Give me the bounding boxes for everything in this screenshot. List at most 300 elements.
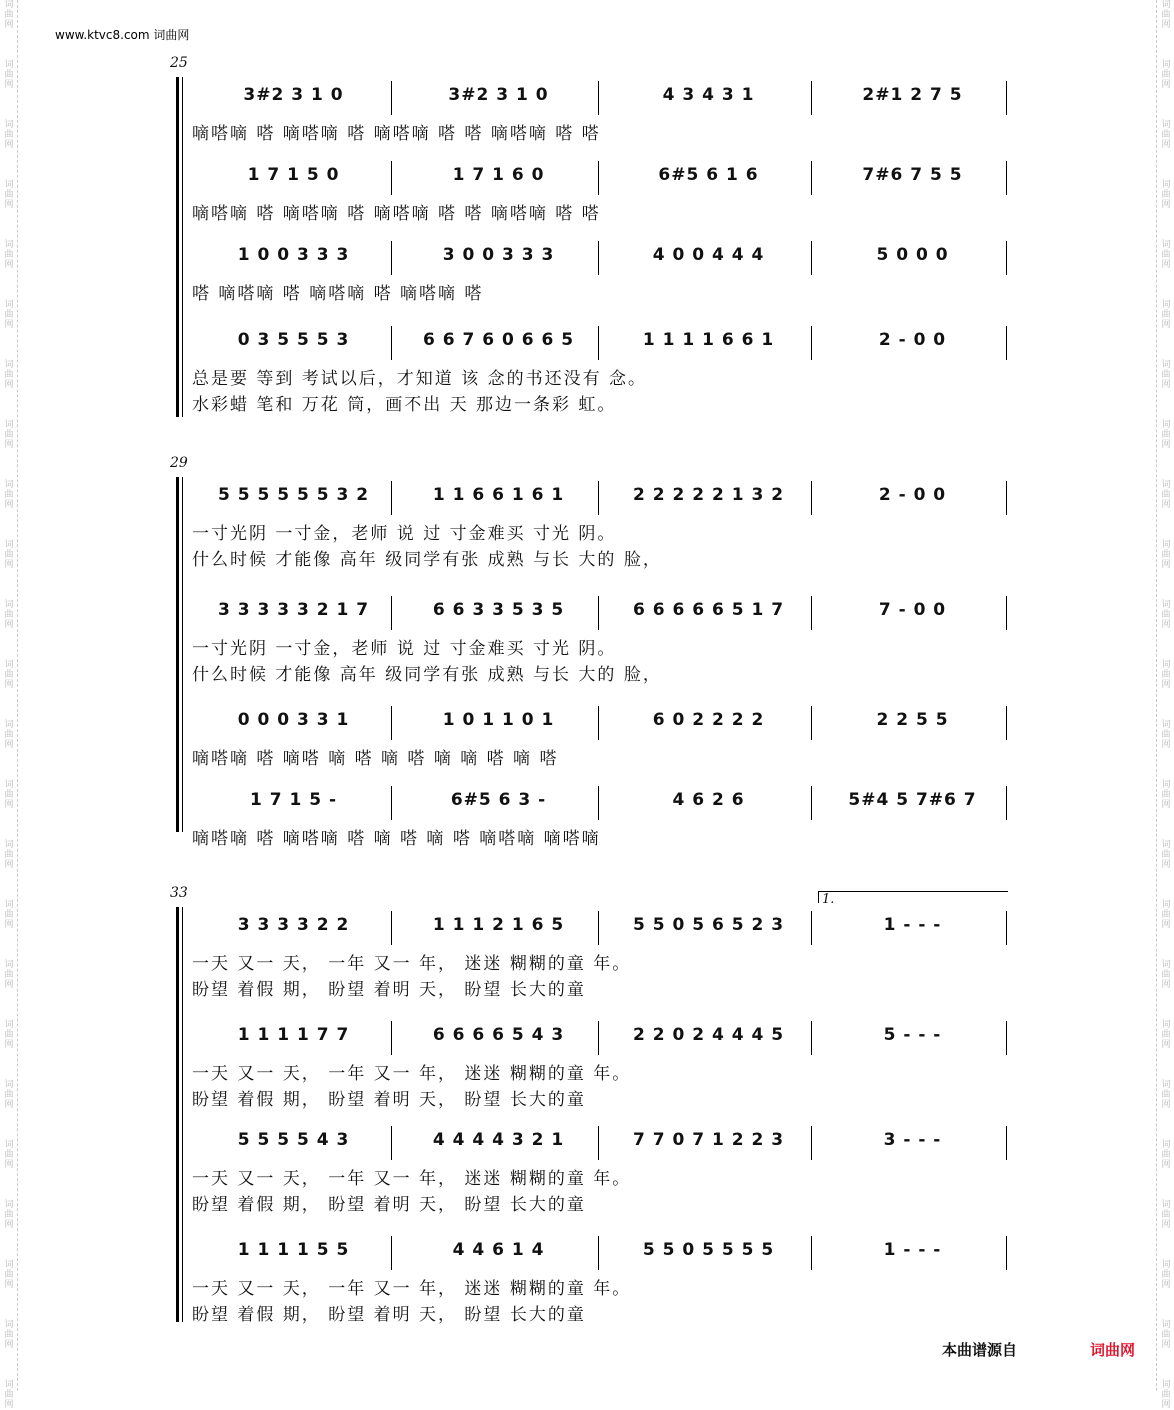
watermark-text: [3, 660, 15, 690]
watermark-char: 曲: [1161, 1210, 1171, 1220]
measure: [815, 592, 1010, 632]
watermark-char: 词: [1161, 300, 1171, 310]
measure-notes: 7 7 0 7 1 2 2 3: [632, 1130, 785, 1150]
watermark-text: [1160, 1140, 1172, 1170]
watermark-text: [3, 960, 15, 990]
barline: [391, 786, 392, 820]
measure: [395, 237, 602, 277]
measure: [815, 77, 1010, 117]
watermark-text: [3, 900, 15, 930]
barline: [811, 241, 812, 275]
watermark-char: 网: [1161, 1340, 1171, 1350]
watermark-char: 曲: [1161, 310, 1171, 320]
measure-notes: 6 6 6 6 5 4 3: [432, 1025, 565, 1045]
measure-notes: 1 1 6 6 1 6 1: [432, 485, 565, 505]
lyric-line: 一天 又一 天， 一年 又一 年， 迷迷 糊糊的童 年。: [192, 1064, 632, 1084]
staff: [170, 782, 1010, 822]
watermark-char: 曲: [1161, 730, 1171, 740]
watermark-char: 曲: [1161, 490, 1171, 500]
measure: [602, 237, 815, 277]
watermark-char: 网: [1161, 20, 1171, 30]
watermark-char: 网: [1161, 800, 1171, 810]
watermark-text: [3, 480, 15, 510]
watermark-text: [3, 1320, 15, 1350]
watermark-text: [3, 1020, 15, 1050]
barline: [1006, 81, 1007, 115]
watermark-text: [3, 180, 15, 210]
watermark-text: [1160, 180, 1172, 210]
measure-notes: 3 0 0 3 3 3: [442, 245, 555, 265]
watermark-char: 网: [1161, 1220, 1171, 1230]
watermark-char: 网: [1161, 980, 1171, 990]
watermark-char: 词: [1161, 960, 1171, 970]
watermark-char: 词: [4, 480, 14, 490]
watermark-text: [1160, 1260, 1172, 1290]
lyric-line: 嘀嗒嘀 嗒 嘀嗒嘀 嗒 嘀嗒嘀 嗒 嗒 嘀嗒嘀 嗒 嗒: [192, 204, 601, 224]
measure-notes: 2 - 0 0: [878, 485, 947, 505]
measure-notes: 1 1 1 1 6 6 1: [642, 330, 775, 350]
watermark-char: 曲: [1161, 1390, 1171, 1400]
measure-notes: 2 - 0 0: [878, 330, 947, 350]
staff: [170, 907, 1010, 947]
watermark-char: 网: [4, 800, 14, 810]
watermark-char: 网: [1161, 1160, 1171, 1170]
watermark-text: [1160, 0, 1172, 30]
watermark-char: 词: [1161, 1320, 1171, 1330]
barline: [391, 1236, 392, 1270]
measure: [395, 592, 602, 632]
barline: [811, 161, 812, 195]
measure-notes: 6 6 6 6 6 5 1 7: [632, 600, 785, 620]
measure-notes: 2 2 5 5: [876, 710, 949, 730]
measure-notes: 6 6 3 3 5 3 5: [432, 600, 565, 620]
watermark-char: 词: [4, 600, 14, 610]
measure: [395, 782, 602, 822]
watermark-char: 曲: [1161, 370, 1171, 380]
watermark-char: 曲: [1161, 190, 1171, 200]
watermark-char: 曲: [4, 910, 14, 920]
barline: [1006, 481, 1007, 515]
measure: [395, 702, 602, 742]
watermark-char: 曲: [1161, 70, 1171, 80]
watermark-char: 词: [1161, 180, 1171, 190]
watermark-text: [1160, 360, 1172, 390]
watermark-char: 词: [1161, 1140, 1171, 1150]
measure-notes: 2 2 2 2 2 1 3 2: [632, 485, 785, 505]
measure-notes: 1 1 1 1 5 5: [237, 1240, 350, 1260]
watermark-char: 词: [1161, 1260, 1171, 1270]
watermark-char: 曲: [1161, 430, 1171, 440]
barline: [391, 241, 392, 275]
measure: [815, 237, 1010, 277]
watermark-char: 网: [4, 740, 14, 750]
watermark-text: [1160, 120, 1172, 150]
measure: [602, 592, 815, 632]
watermark-char: 曲: [4, 1210, 14, 1220]
barline: [598, 1021, 599, 1055]
watermark-char: 网: [4, 560, 14, 570]
watermark-char: 曲: [4, 190, 14, 200]
measure-notes: 7 - 0 0: [878, 600, 947, 620]
watermark-text: [1160, 300, 1172, 330]
watermark-char: 网: [1161, 140, 1171, 150]
measure-notes: 3 - - -: [883, 1130, 942, 1150]
barline: [598, 81, 599, 115]
watermark-char: 曲: [4, 490, 14, 500]
lyric-line: 盼望 着假 期， 盼望 着明 天， 盼望 长大的童: [192, 980, 586, 1000]
barline: [811, 481, 812, 515]
barline: [598, 161, 599, 195]
staff: [170, 592, 1010, 632]
watermark-char: 词: [1161, 240, 1171, 250]
staff: [170, 157, 1010, 197]
lyric-line: 一天 又一 天， 一年 又一 年， 迷迷 糊糊的童 年。: [192, 1169, 632, 1189]
watermark-char: 词: [4, 1200, 14, 1210]
measure-notes: 3 3 3 3 2 2: [237, 915, 350, 935]
watermark-text: [1160, 1080, 1172, 1110]
watermark-char: 曲: [1161, 910, 1171, 920]
watermark-char: 词: [4, 300, 14, 310]
watermark-char: 网: [1161, 380, 1171, 390]
watermark-char: 网: [4, 80, 14, 90]
watermark-char: 网: [4, 500, 14, 510]
lyric-line: 总是要 等到 考试以后，才知道 该 念的书还没有 念。: [192, 369, 648, 389]
measure-notes: 3#2 3 1 0: [243, 85, 344, 105]
footer-source-label: 本曲谱源自: [942, 1341, 1018, 1359]
watermark-char: 词: [4, 840, 14, 850]
barline: [391, 81, 392, 115]
barline: [811, 706, 812, 740]
lyric-line: 嘀嗒嘀 嗒 嘀嗒嘀 嗒 嘀嗒嘀 嗒 嗒 嘀嗒嘀 嗒 嗒: [192, 124, 601, 144]
watermark-text: [3, 540, 15, 570]
watermark-char: 网: [4, 680, 14, 690]
measure: [395, 77, 602, 117]
watermark-char: 网: [1161, 1280, 1171, 1290]
watermark-char: 网: [4, 1160, 14, 1170]
measure: [395, 1122, 602, 1162]
watermark-char: 词: [1161, 1200, 1171, 1210]
barline: [598, 786, 599, 820]
watermark-char: 词: [4, 1080, 14, 1090]
barline: [811, 1236, 812, 1270]
watermark-text: [1160, 1200, 1172, 1230]
measure: [815, 702, 1010, 742]
watermark-char: 曲: [4, 790, 14, 800]
right-watermark-strip: [1156, 0, 1174, 1410]
watermark-char: 网: [4, 1280, 14, 1290]
measure-notes: 2 2 0 2 4 4 4 5: [632, 1025, 785, 1045]
measure: [395, 1232, 602, 1272]
watermark-char: 网: [1161, 620, 1171, 630]
lyric-line: 盼望 着假 期， 盼望 着明 天， 盼望 长大的童: [192, 1195, 586, 1215]
measure-notes: 1 1 1 1 7 7: [237, 1025, 350, 1045]
barline: [391, 1021, 392, 1055]
watermark-char: 曲: [4, 370, 14, 380]
watermark-char: 曲: [1161, 1270, 1171, 1280]
barline: [811, 786, 812, 820]
measure: [192, 592, 395, 632]
watermark-text: [3, 0, 15, 30]
measure: [815, 157, 1010, 197]
staff: [170, 237, 1010, 277]
watermark-char: 曲: [4, 610, 14, 620]
barline: [1006, 911, 1007, 945]
barline: [811, 911, 812, 945]
watermark-text: [3, 1260, 15, 1290]
measure: [815, 477, 1010, 517]
watermark-char: 网: [4, 440, 14, 450]
watermark-char: 词: [4, 960, 14, 970]
footer-site-link[interactable]: 词曲网: [1090, 1341, 1136, 1359]
measure-notes: 5 5 0 5 6 5 2 3: [632, 915, 785, 935]
measure: [815, 1122, 1010, 1162]
watermark-text: [1160, 60, 1172, 90]
measure-notes: 5 5 5 5 5 5 3 2: [217, 485, 370, 505]
watermark-char: 网: [1161, 260, 1171, 270]
barline: [391, 706, 392, 740]
watermark-text: [1160, 600, 1172, 630]
lyric-line: 什么时候 才能像 高年 级同学有张 成熟 与长 大的 脸，: [192, 550, 662, 570]
lyric-line: 一寸光阴 一寸金，老师 说 过 寸金难买 寸光 阴。: [192, 524, 617, 544]
measure-number: 33: [170, 885, 188, 901]
barline: [811, 596, 812, 630]
watermark-char: 网: [4, 1340, 14, 1350]
watermark-char: 曲: [1161, 130, 1171, 140]
watermark-char: 词: [1161, 900, 1171, 910]
watermark-char: 词: [4, 360, 14, 370]
measure-notes: 1 - - -: [883, 915, 942, 935]
watermark-char: 曲: [1161, 790, 1171, 800]
measure-notes: 6#5 6 3 -: [450, 790, 547, 810]
measure-notes: 4 0 0 4 4 4: [652, 245, 765, 265]
watermark-char: 网: [4, 200, 14, 210]
measure: [602, 157, 815, 197]
watermark-text: [3, 360, 15, 390]
watermark-char: 词: [4, 540, 14, 550]
watermark-text: [1160, 840, 1172, 870]
barline: [1006, 1236, 1007, 1270]
watermark-char: 词: [1161, 420, 1171, 430]
measure-notes: 5 5 0 5 5 5 5: [642, 1240, 775, 1260]
staff: [170, 1017, 1010, 1057]
barline: [1006, 161, 1007, 195]
watermark-text: [3, 1080, 15, 1110]
watermark-char: 网: [1161, 860, 1171, 870]
measure: [815, 782, 1010, 822]
watermark-char: 词: [1161, 1020, 1171, 1030]
watermark-char: 网: [4, 980, 14, 990]
watermark-char: 网: [4, 1400, 14, 1410]
watermark-text: [1160, 780, 1172, 810]
staff: [170, 1232, 1010, 1272]
watermark-char: 网: [1161, 200, 1171, 210]
watermark-char: 词: [4, 1320, 14, 1330]
measure: [815, 1232, 1010, 1272]
barline: [391, 911, 392, 945]
measure: [395, 322, 602, 362]
measure: [192, 782, 395, 822]
watermark-char: 词: [1161, 1380, 1171, 1390]
measure: [192, 702, 395, 742]
measure-notes: 5#4 5 7#6 7: [848, 790, 977, 810]
barline: [811, 326, 812, 360]
measure-number: 29: [170, 455, 188, 471]
watermark-char: 词: [1161, 60, 1171, 70]
measure-notes: 4 4 4 4 3 2 1: [432, 1130, 565, 1150]
barline: [1006, 1021, 1007, 1055]
watermark-char: 曲: [4, 1090, 14, 1100]
lyric-line: 嘀嗒嘀 嗒 嘀嗒 嘀 嗒 嘀 嗒 嘀 嘀 嗒 嘀 嗒: [192, 749, 559, 769]
measure: [192, 322, 395, 362]
measure: [395, 907, 602, 947]
lyric-line: 什么时候 才能像 高年 级同学有张 成熟 与长 大的 脸，: [192, 665, 662, 685]
measure-notes: 1 0 0 3 3 3: [237, 245, 350, 265]
watermark-char: 词: [4, 0, 14, 10]
watermark-text: [3, 300, 15, 330]
barline: [1006, 1126, 1007, 1160]
watermark-char: 词: [1161, 720, 1171, 730]
watermark-char: 词: [1161, 840, 1171, 850]
measure-notes: 1 0 1 1 0 1: [442, 710, 555, 730]
watermark-char: 词: [1161, 360, 1171, 370]
measure: [602, 702, 815, 742]
watermark-text: [3, 600, 15, 630]
system-bracket: [176, 477, 179, 832]
measure: [192, 1017, 395, 1057]
watermark-char: 词: [1161, 600, 1171, 610]
watermark-text: [1160, 420, 1172, 450]
watermark-text: [3, 1200, 15, 1230]
watermark-char: 网: [4, 1100, 14, 1110]
watermark-char: 网: [1161, 1400, 1171, 1410]
staff: [170, 322, 1010, 362]
staff: [170, 702, 1010, 742]
watermark-char: 词: [1161, 480, 1171, 490]
barline: [391, 326, 392, 360]
watermark-char: 曲: [4, 310, 14, 320]
watermark-char: 曲: [4, 550, 14, 560]
watermark-char: 曲: [4, 970, 14, 980]
watermark-char: 网: [1161, 440, 1171, 450]
barline: [598, 911, 599, 945]
system-bracket-line: [182, 477, 183, 832]
measure-notes: 5 - - -: [883, 1025, 942, 1045]
measure: [192, 77, 395, 117]
measure-notes: 5 0 0 0: [876, 245, 949, 265]
measure-notes: 1 - - -: [883, 1240, 942, 1260]
measure-notes: 7#6 7 5 5: [862, 165, 963, 185]
watermark-char: 网: [4, 620, 14, 630]
barline: [598, 326, 599, 360]
measure: [395, 157, 602, 197]
watermark-text: [1160, 240, 1172, 270]
watermark-char: 词: [4, 780, 14, 790]
measure: [192, 477, 395, 517]
watermark-char: 曲: [1161, 610, 1171, 620]
watermark-char: 曲: [4, 70, 14, 80]
measure: [815, 907, 1010, 947]
measure-notes: 1 7 1 5 -: [249, 790, 338, 810]
watermark-char: 词: [4, 1020, 14, 1030]
watermark-char: 曲: [1161, 670, 1171, 680]
barline: [811, 81, 812, 115]
lyric-line: 嘀嗒嘀 嗒 嘀嗒嘀 嗒 嘀 嗒 嘀 嗒 嘀嗒嘀 嘀嗒嘀: [192, 829, 601, 849]
watermark-char: 曲: [4, 10, 14, 20]
watermark-text: [3, 60, 15, 90]
measure-notes: 4 6 2 6: [672, 790, 745, 810]
measure: [602, 1017, 815, 1057]
measure-notes: 2#1 2 7 5: [862, 85, 963, 105]
watermark-text: [1160, 480, 1172, 510]
watermark-char: 词: [4, 1260, 14, 1270]
watermark-char: 词: [4, 660, 14, 670]
watermark-char: 词: [4, 240, 14, 250]
staff: [170, 1122, 1010, 1162]
watermark-char: 曲: [4, 850, 14, 860]
watermark-char: 词: [4, 180, 14, 190]
watermark-char: 网: [1161, 920, 1171, 930]
measure-notes: 0 3 5 5 5 3: [237, 330, 350, 350]
measure: [602, 1232, 815, 1272]
watermark-char: 网: [4, 1040, 14, 1050]
watermark-char: 词: [1161, 1080, 1171, 1090]
watermark-char: 曲: [4, 1030, 14, 1040]
watermark-char: 网: [4, 860, 14, 870]
watermark-char: 曲: [4, 730, 14, 740]
lyric-line: 一天 又一 天， 一年 又一 年， 迷迷 糊糊的童 年。: [192, 954, 632, 974]
measure: [395, 1017, 602, 1057]
watermark-char: 网: [1161, 500, 1171, 510]
barline: [598, 241, 599, 275]
site-header[interactable]: www.ktvc8.com 词曲网: [55, 28, 190, 42]
measure: [395, 477, 602, 517]
barline: [598, 1126, 599, 1160]
lyric-line: 一天 又一 天， 一年 又一 年， 迷迷 糊糊的童 年。: [192, 1279, 632, 1299]
watermark-char: 网: [4, 320, 14, 330]
barline: [598, 596, 599, 630]
watermark-char: 网: [4, 1220, 14, 1230]
measure: [192, 1122, 395, 1162]
barline: [391, 1126, 392, 1160]
barline: [598, 481, 599, 515]
watermark-char: 网: [1161, 80, 1171, 90]
watermark-char: 网: [1161, 1040, 1171, 1050]
watermark-text: [1160, 720, 1172, 750]
barline: [391, 596, 392, 630]
watermark-text: [3, 420, 15, 450]
watermark-char: 曲: [1161, 1330, 1171, 1340]
watermark-char: 词: [1161, 0, 1171, 10]
measure-notes: 1 7 1 5 0: [247, 165, 340, 185]
measure-notes: 6 0 2 2 2 2: [652, 710, 765, 730]
barline: [598, 1236, 599, 1270]
watermark-char: 曲: [4, 1270, 14, 1280]
watermark-char: 网: [1161, 740, 1171, 750]
watermark-char: 网: [4, 20, 14, 30]
measure-number: 25: [170, 55, 188, 71]
watermark-char: 词: [4, 900, 14, 910]
barline: [811, 1021, 812, 1055]
watermark-char: 词: [1161, 660, 1171, 670]
barline: [1006, 596, 1007, 630]
volta-bracket: 1.: [818, 891, 1008, 903]
watermark-char: 曲: [4, 1150, 14, 1160]
watermark-char: 词: [4, 720, 14, 730]
watermark-text: [1160, 960, 1172, 990]
watermark-text: [3, 120, 15, 150]
watermark-char: 词: [1161, 540, 1171, 550]
measure-notes: 4 3 4 3 1: [662, 85, 755, 105]
